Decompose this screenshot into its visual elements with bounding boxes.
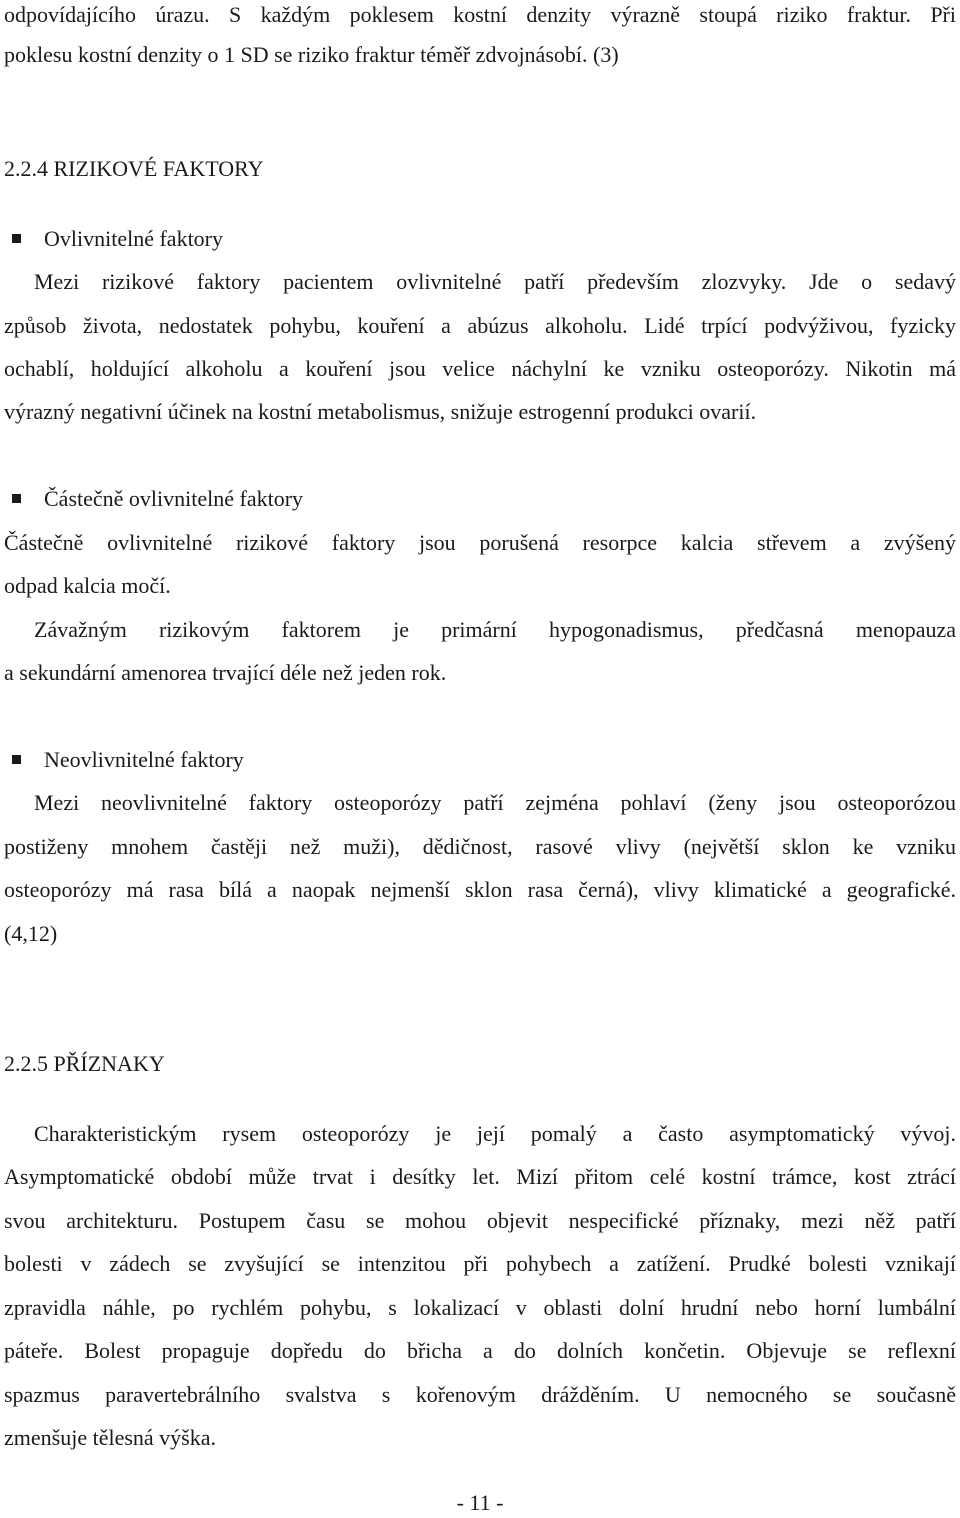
paragraph-line: Mezi neovlivnitelné faktory osteoporózy patří zejména pohlaví (ženy jsou osteoporózou: [34, 790, 956, 815]
paragraph-line: Mezi rizikové faktory pacientem ovlivnitelné patří především zlozvyky. Jde o sedavý: [34, 269, 956, 294]
bullet-title: Neovlivnitelné faktory: [44, 747, 244, 772]
bullet-title: Ovlivnitelné faktory: [44, 226, 224, 251]
page-number: - 11 -: [456, 1490, 504, 1515]
paragraph-line: spazmus paravertebrálního svalstva s kořenovým drážděním. U nemocného se současně: [4, 1382, 956, 1407]
bullet-title: Částečně ovlivnitelné faktory: [44, 486, 304, 511]
paragraph-line: Asymptomatické období může trvat i desítky let. Mizí přitom celé kostní trámce, kost ztrácí: [4, 1164, 956, 1189]
paragraph-line: osteoporózy má rasa bílá a naopak nejmenší sklon rasa černá), vlivy klimatické a geografické.: [4, 877, 956, 902]
paragraph-line: svou architekturu. Postupem času se mohou objevit nespecifické příznaky, mezi něž patří: [4, 1208, 956, 1233]
paragraph-line: odpad kalcia močí.: [4, 573, 171, 598]
paragraph-line: a sekundární amenorea trvající déle než jeden rok.: [4, 660, 447, 685]
paragraph-line: zpravidla náhle, po rychlém pohybu, s lokalizací v oblasti dolní hrudní nebo horní lumbální: [4, 1295, 956, 1320]
section-heading: 2.2.5 PŘÍZNAKY: [4, 1051, 165, 1076]
paragraph-line: (4,12): [4, 921, 58, 946]
bullet-item: [12, 224, 712, 254]
square-bullet-icon: [12, 234, 21, 243]
section-heading: 2.2.4 RIZIKOVÉ FAKTORY: [4, 156, 264, 181]
paragraph-line: páteře. Bolest propaguje dopředu do břicha a do dolních končetin. Objevuje se reflexní: [4, 1338, 956, 1363]
paragraph-line: poklesu kostní denzity o 1 SD se riziko fraktur téměř zdvojnásobí. (3): [4, 42, 619, 67]
paragraph-line: ochablí, holdující alkoholu a kouření jsou velice náchylní ke vzniku osteoporózy. Nikotin má: [4, 356, 956, 381]
paragraph-line: Charakteristickým rysem osteoporózy je její pomalý a často asymptomatický vývoj.: [34, 1121, 956, 1146]
paragraph-line: zmenšuje tělesná výška.: [4, 1425, 216, 1450]
bullet-item: [12, 484, 712, 514]
bullet-item: [12, 745, 712, 775]
paragraph-line: odpovídajícího úrazu. S každým poklesem kostní denzity výrazně stoupá riziko fraktur. Při: [4, 2, 956, 27]
paragraph-line: výrazný negativní účinek na kostní metabolismus, snižuje estrogenní produkci ovarií.: [4, 399, 757, 424]
square-bullet-icon: [12, 755, 21, 764]
paragraph-line: bolesti v zádech se zvyšující se intenzitou při pohybech a zatížení. Prudké bolesti vznikají: [4, 1251, 956, 1276]
paragraph-line: postiženy mnohem častěji než muži), dědičnost, rasové vlivy (největší sklon ke vzniku: [4, 834, 956, 859]
paragraph-line: způsob života, nedostatek pohybu, kouření a abúzus alkoholu. Lidé trpící podvýživou, fyzicky: [4, 313, 956, 338]
paragraph-line: Závažným rizikovým faktorem je primární hypogonadismus, předčasná menopauza: [34, 617, 956, 642]
square-bullet-icon: [12, 494, 21, 503]
paragraph-line: Částečně ovlivnitelné rizikové faktory jsou porušená resorpce kalcia střevem a zvýšený: [4, 530, 956, 555]
